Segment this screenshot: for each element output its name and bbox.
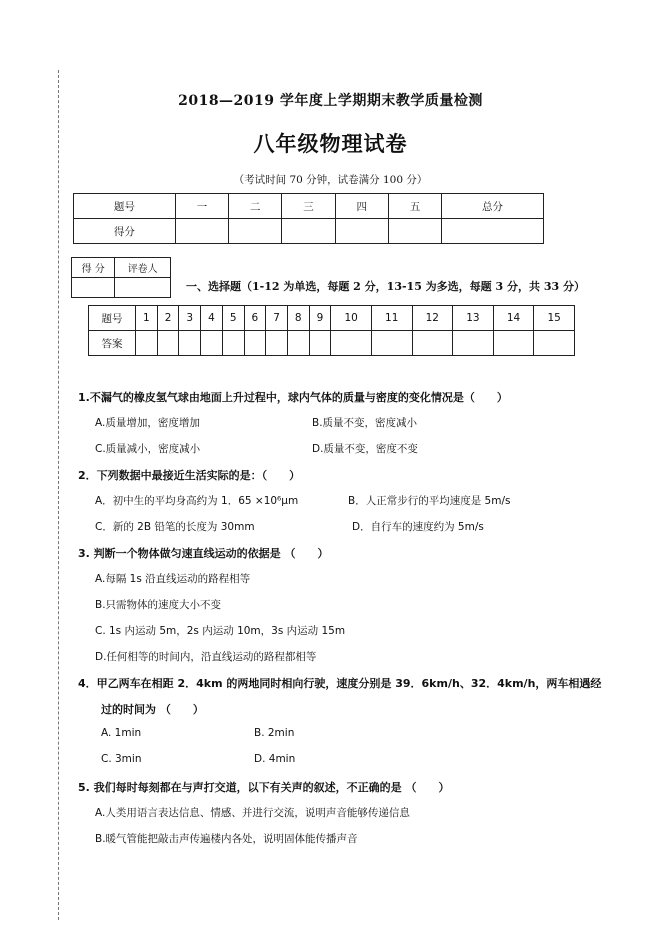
grader-score-label: 得 分	[72, 258, 115, 278]
question-2-option-b: B．人正常步行的平均速度是 5m/s	[348, 495, 511, 507]
question-4-option-b: B. 2min	[254, 727, 295, 739]
answer-blank-cell[interactable]	[534, 331, 575, 356]
question-5-option-a: A.人类用语言表达信息、情感、并进行交流，说明声音能够传递信息	[95, 807, 410, 819]
answer-blank-cell[interactable]	[179, 331, 201, 356]
score-blank-cell[interactable]	[335, 219, 388, 244]
grader-name-blank[interactable]	[115, 278, 171, 298]
answer-blank-cell[interactable]	[244, 331, 266, 356]
question-3-option-b: B.只需物体的速度大小不变	[95, 599, 222, 611]
score-table-header-row	[74, 194, 544, 219]
answer-number-row	[89, 306, 575, 331]
question-number-cell: 7	[266, 306, 288, 331]
section1-heading: 一、选择题（1-12 为单选，每题 2 分，13-15 为多选，每题 3 分，共 33 分）	[186, 280, 585, 293]
question-number-cell: 14	[493, 306, 534, 331]
question-3-option-d: D.任何相等的时间内，沿直线运动的路程都相等	[95, 651, 317, 663]
question-number-cell: 5	[222, 306, 244, 331]
answer-sheet-table	[88, 305, 575, 356]
score-cell-section: 一	[175, 194, 228, 219]
question-2-stem: 2．下列数据中最接近生活实际的是：（ ）	[78, 469, 301, 482]
score-blank-cell[interactable]	[282, 219, 335, 244]
question-1-option-c: C.质量减小，密度减小	[95, 443, 201, 455]
answer-blank-cell[interactable]	[157, 331, 179, 356]
score-cell-total: 总分	[442, 194, 544, 219]
question-3-option-c: C. 1s 内运动 5m，2s 内运动 10m，3s 内运动 15m	[95, 625, 346, 637]
score-table-score-row	[74, 219, 544, 244]
score-blank-cell[interactable]	[175, 219, 228, 244]
answer-row-header: 题号	[89, 306, 136, 331]
question-3-stem: 3. 判断一个物体做匀速直线运动的依据是 （ ）	[78, 547, 329, 560]
score-cell-section: 四	[335, 194, 388, 219]
exam-subtitle: （考试时间 70 分钟，试卷满分 100 分）	[233, 174, 428, 186]
grader-score-blank[interactable]	[72, 278, 115, 298]
question-number-cell: 15	[534, 306, 575, 331]
score-cell-section: 五	[388, 194, 441, 219]
question-number-cell: 3	[179, 306, 201, 331]
question-3-option-a: A.每隔 1s 沿直线运动的路程相等	[95, 573, 251, 585]
question-number-cell: 10	[331, 306, 372, 331]
question-number-cell: 4	[201, 306, 223, 331]
answer-blank-cell[interactable]	[331, 331, 372, 356]
score-blank-cell[interactable]	[388, 219, 441, 244]
answer-blank-cell[interactable]	[453, 331, 494, 356]
question-1-option-b: B.质量不变，密度减小	[312, 417, 418, 429]
question-number-cell: 2	[157, 306, 179, 331]
question-2-option-a: A．初中生的平均身高约为 1．65 ×10⁶μm	[95, 495, 299, 507]
score-cell-section: 二	[229, 194, 282, 219]
answer-blank-cell[interactable]	[287, 331, 309, 356]
answer-blank-cell[interactable]	[493, 331, 534, 356]
answer-blank-cell[interactable]	[136, 331, 158, 356]
answer-blank-row	[89, 331, 575, 356]
question-number-cell: 9	[309, 306, 331, 331]
question-2-option-d: D．自行车的速度约为 5m/s	[352, 521, 484, 533]
score-blank-cell[interactable]	[229, 219, 282, 244]
question-1-option-a: A.质量增加，密度增加	[95, 417, 200, 429]
question-4-stem: 4．甲乙两车在相距 2．4km 的两地同时相向行驶，速度分别是 39．6km/h、32．4km/h，两车相遇经	[78, 677, 602, 690]
answer-row-label: 答案	[89, 331, 136, 356]
binding-margin-line	[58, 70, 59, 920]
question-number-cell: 8	[287, 306, 309, 331]
question-2-option-c: C．新的 2B 铅笔的长度为 30mm	[95, 521, 255, 533]
score-blank-cell[interactable]	[442, 219, 544, 244]
score-row-label: 得分	[74, 219, 176, 244]
answer-blank-cell[interactable]	[412, 331, 453, 356]
score-summary-table	[73, 193, 544, 244]
grader-table	[71, 257, 171, 298]
answer-blank-cell[interactable]	[201, 331, 223, 356]
question-1-stem: 1.不漏气的橡皮氢气球由地面上升过程中，球内气体的质量与密度的变化情况是（ ）	[78, 391, 508, 404]
score-cell-label: 题号	[74, 194, 176, 219]
answer-blank-cell[interactable]	[222, 331, 244, 356]
question-4-stem-continued: 过的时间为 （ ）	[101, 703, 204, 716]
grader-name-label: 评卷人	[115, 258, 171, 278]
exam-title-line1: 2018—2019 学年度上学期期末教学质量检测	[178, 93, 483, 109]
score-cell-section: 三	[282, 194, 335, 219]
question-5-stem: 5. 我们每时每刻都在与声打交道，以下有关声的叙述，不正确的是 （ ）	[78, 781, 450, 794]
question-4-option-c: C. 3min	[101, 753, 142, 765]
question-number-cell: 13	[453, 306, 494, 331]
question-5-option-b: B.暖气管能把敲击声传遍楼内各处，说明固体能传播声音	[95, 833, 358, 845]
question-4-option-d: D. 4min	[254, 753, 296, 765]
question-number-cell: 1	[136, 306, 158, 331]
answer-blank-cell[interactable]	[371, 331, 412, 356]
question-number-cell: 11	[371, 306, 412, 331]
question-1-option-d: D.质量不变，密度不变	[312, 443, 418, 455]
question-4-option-a: A. 1min	[101, 727, 142, 739]
exam-title-line2: 八年级物理试卷	[253, 131, 408, 156]
answer-blank-cell[interactable]	[266, 331, 288, 356]
question-number-cell: 6	[244, 306, 266, 331]
question-number-cell: 12	[412, 306, 453, 331]
answer-blank-cell[interactable]	[309, 331, 331, 356]
